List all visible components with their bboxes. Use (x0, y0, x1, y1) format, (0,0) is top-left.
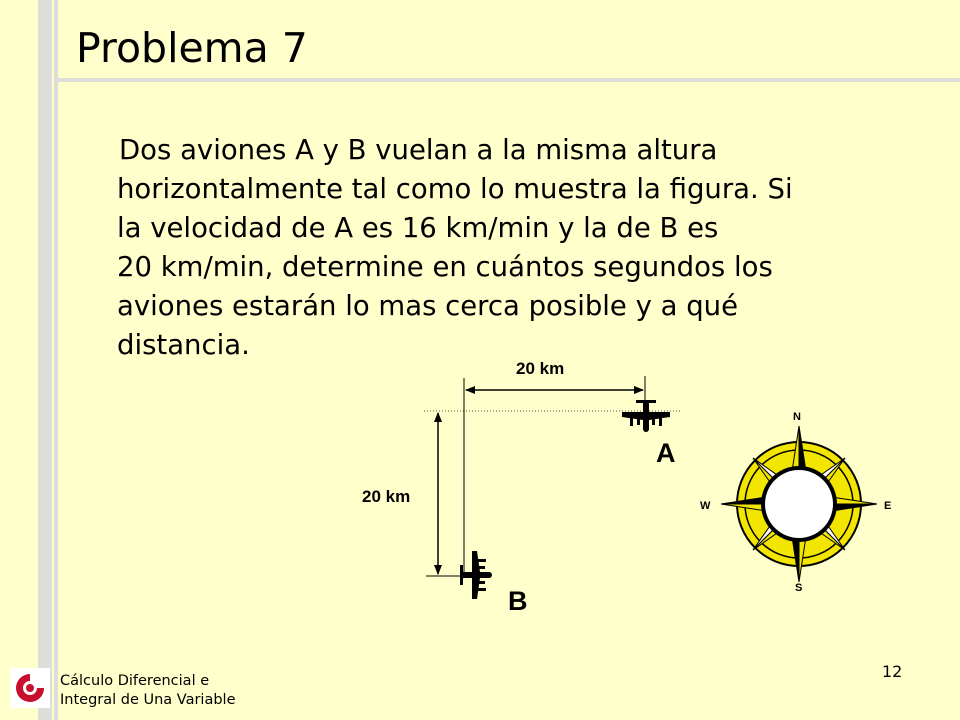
footer-line: Cálculo Diferencial e (60, 673, 210, 689)
compass-east-label: E (884, 500, 892, 512)
top-distance-label: 20 km (516, 359, 565, 378)
plane-a-label: A (656, 438, 676, 468)
left-distance-label: 20 km (362, 487, 411, 506)
university-logo-icon (10, 668, 50, 708)
compass-rose-icon (721, 426, 877, 582)
course-footer (60, 672, 236, 710)
plane-b-label: B (508, 586, 528, 616)
problem-line: aviones estarán lo mas cerca posible y a qué (117, 290, 739, 322)
airplane-icon (622, 400, 670, 432)
page-number: 12 (882, 662, 903, 681)
problem-line: 20 km/min, determine en cuántos segundos los (117, 251, 773, 283)
airplane-icon (460, 551, 492, 599)
compass-south-label: S (795, 582, 803, 594)
problem-line: distancia. (117, 329, 250, 361)
compass-west-label: W (700, 500, 711, 512)
footer-line: Integral de Una Variable (60, 692, 236, 708)
problem-line: la velocidad de A es 16 km/min y la de B es (117, 212, 719, 244)
problem-line: Dos aviones A y B vuelan a la misma altura (119, 134, 718, 166)
compass-north-label: N (793, 411, 801, 423)
problem-line: horizontalmente tal como lo muestra la figura. Si (117, 173, 793, 205)
slide-title: Problema 7 (76, 24, 308, 72)
